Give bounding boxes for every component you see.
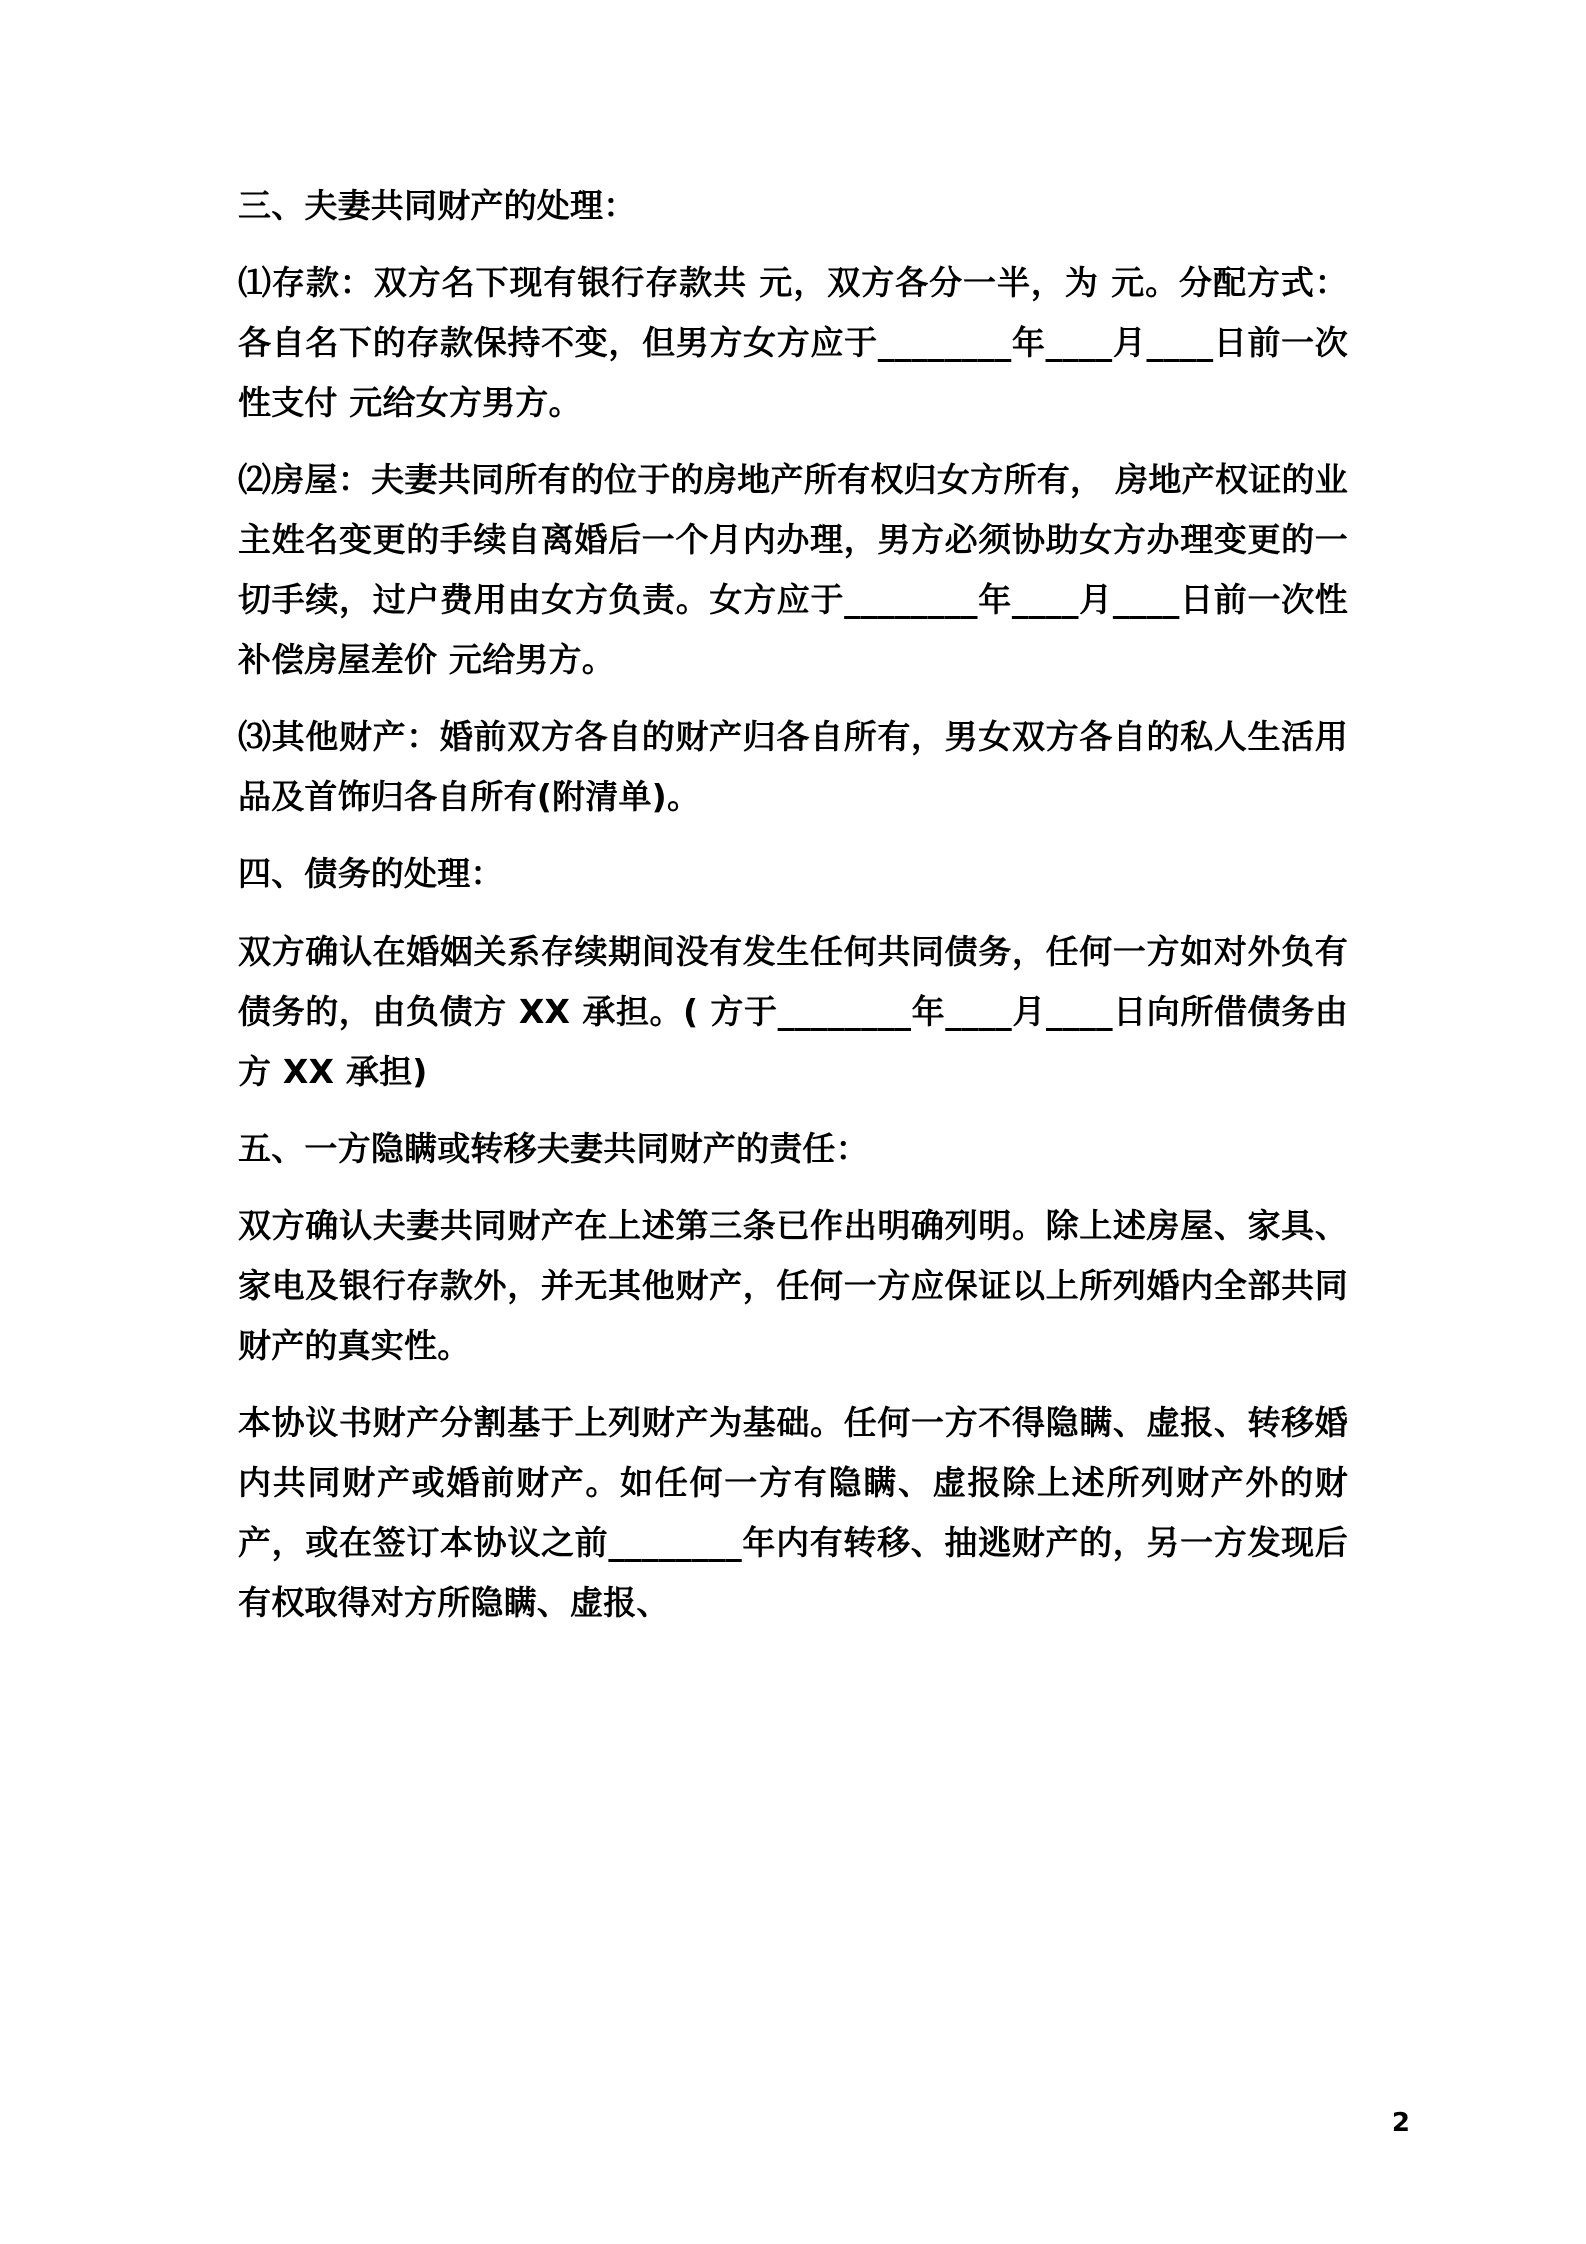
clause-2-house: ⑵房屋：夫妻共同所有的位于的房地产所有权归女方所有， 房地产权证的业主姓名变更的手续自离婚后一个月内办理，男方必须协助女方办理变更的一切手续，过户费用由女方负责。女方应于________年____月____日前一次性补偿房屋差价 元给男方。 [238, 460, 1348, 680]
clause-1-deposits: ⑴存款：双方名下现有银行存款共 元，双方各分一半，为 元。分配方式：各自名下的存款保持不变，但男方女方应于________年____月____日前一次性支付 元给女方男方。 [238, 263, 1348, 423]
section-heading-three: 三、夫妻共同财产的处理： [238, 186, 637, 225]
page-number: 2 [1391, 2108, 1410, 2138]
clause-3-other-property: ⑶其他财产：婚前双方各自的财产归各自所有，男女双方各自的私人生活用品及首饰归各自所有(附清单)。 [238, 717, 1348, 817]
concealment-clause-body-1: 双方确认夫妻共同财产在上述第三条已作出明确列明。除上述房屋、家具、家电及银行存款外，并无其他财产，任何一方应保证以上所列婚内全部共同财产的真实性。 [238, 1205, 1348, 1365]
debt-clause-body: 双方确认在婚姻关系存续期间没有发生任何共同债务，任何一方如对外负有债务的，由负债方 XX 承担。( 方于________年____月____日向所借债务由 方 XX 承担) [238, 931, 1360, 1091]
section-heading-four: 四、债务的处理： [238, 854, 504, 894]
concealment-clause-body-2: 本协议书财产分割基于上列财产为基础。任何一方不得隐瞒、虚报、转移婚内共同财产或婚前财产。如任何一方有隐瞒、虚报除上述所列财产外的财产，或在签订本协议之前________年内有转移、抽逃财产的，另一方发现后有权取得对方所隐瞒、虚报、 [238, 1402, 1348, 1622]
section-heading-five: 五、一方隐瞒或转移夫妻共同财产的责任： [238, 1128, 869, 1168]
document-body [238, 176, 1360, 1650]
